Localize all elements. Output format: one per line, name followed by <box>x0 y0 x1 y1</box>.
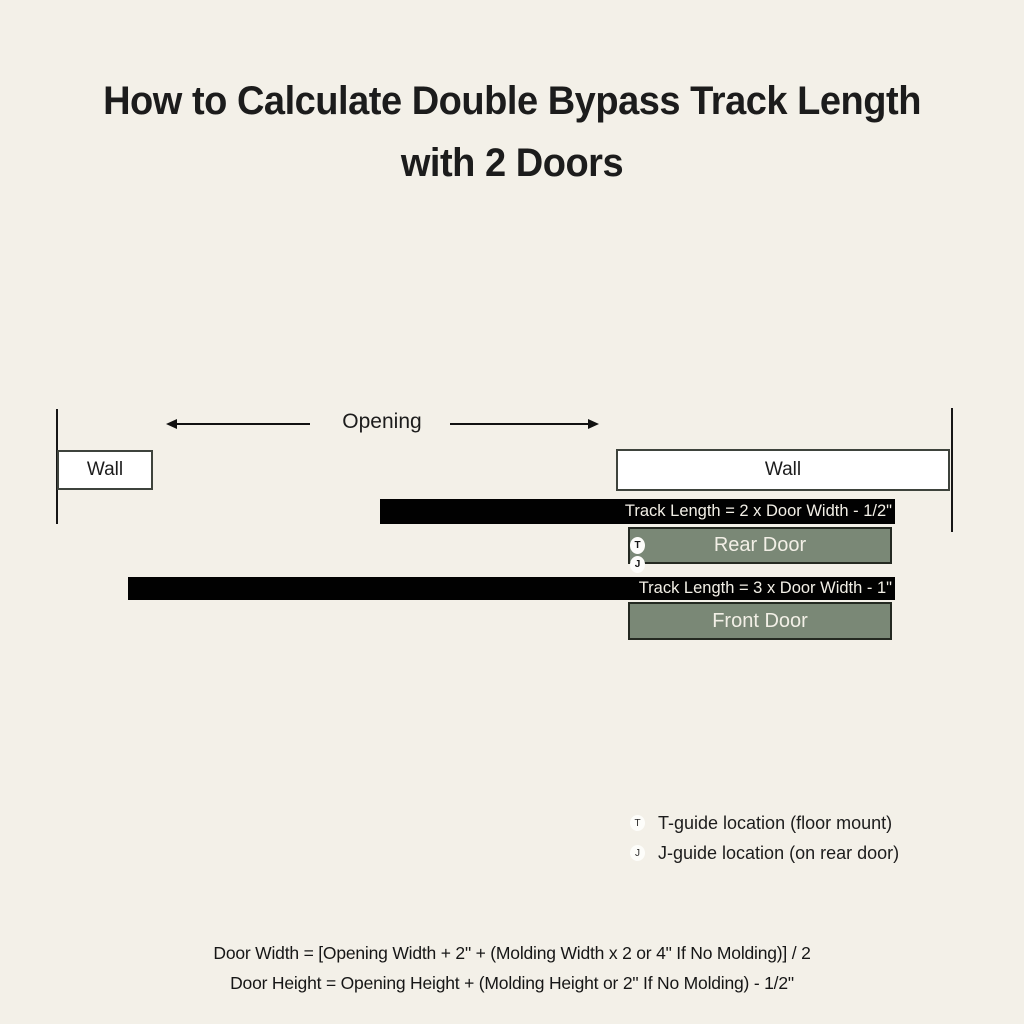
front-door-label: Front Door <box>712 609 808 632</box>
wall-left-box <box>57 450 153 490</box>
j-guide-legend-icon: J <box>630 845 645 861</box>
rear-door-label: Rear Door <box>713 534 807 556</box>
front-track-label: Track Length = 3 x Door Width - 1" <box>638 579 892 597</box>
page-title-line1: How to Calculate Double Bypass Track Length <box>103 79 921 123</box>
wall-right-label: Wall <box>764 459 802 480</box>
door-height-formula: Door Height = Opening Height + (Molding Height or 2" If No Molding) - 1/2" <box>230 973 794 993</box>
right-wall-edge-line <box>951 408 953 532</box>
opening-label: Opening <box>342 410 422 433</box>
j-guide-marker-icon: J <box>630 556 645 573</box>
rear-track-label: Track Length = 2 x Door Width - 1/2" <box>624 502 892 520</box>
opening-arrow-right-icon <box>450 423 590 425</box>
wall-left-label: Wall <box>86 459 124 480</box>
t-guide-marker-icon: T <box>630 537 645 554</box>
t-guide-legend-icon: T <box>630 815 645 831</box>
formulas <box>0 938 1024 998</box>
opening-arrow-left-icon <box>175 423 310 425</box>
rear-door-box <box>628 527 892 564</box>
front-track-bar <box>128 577 895 600</box>
legend <box>630 808 899 868</box>
wall-right-box <box>616 449 950 491</box>
page-title-line2: with 2 Doors <box>400 141 624 185</box>
front-door-box <box>628 602 892 640</box>
door-width-formula: Door Width = [Opening Width + 2" + (Molding Width x 2 or 4" If No Molding)] / 2 <box>213 943 811 963</box>
rear-track-bar <box>380 499 895 524</box>
page-title <box>26 70 999 194</box>
j-guide-legend-label: J-guide location (on rear door) <box>658 842 900 863</box>
legend-item-j-guide <box>630 838 899 868</box>
legend-item-t-guide <box>630 808 899 838</box>
t-guide-legend-label: T-guide location (floor mount) <box>658 812 893 833</box>
